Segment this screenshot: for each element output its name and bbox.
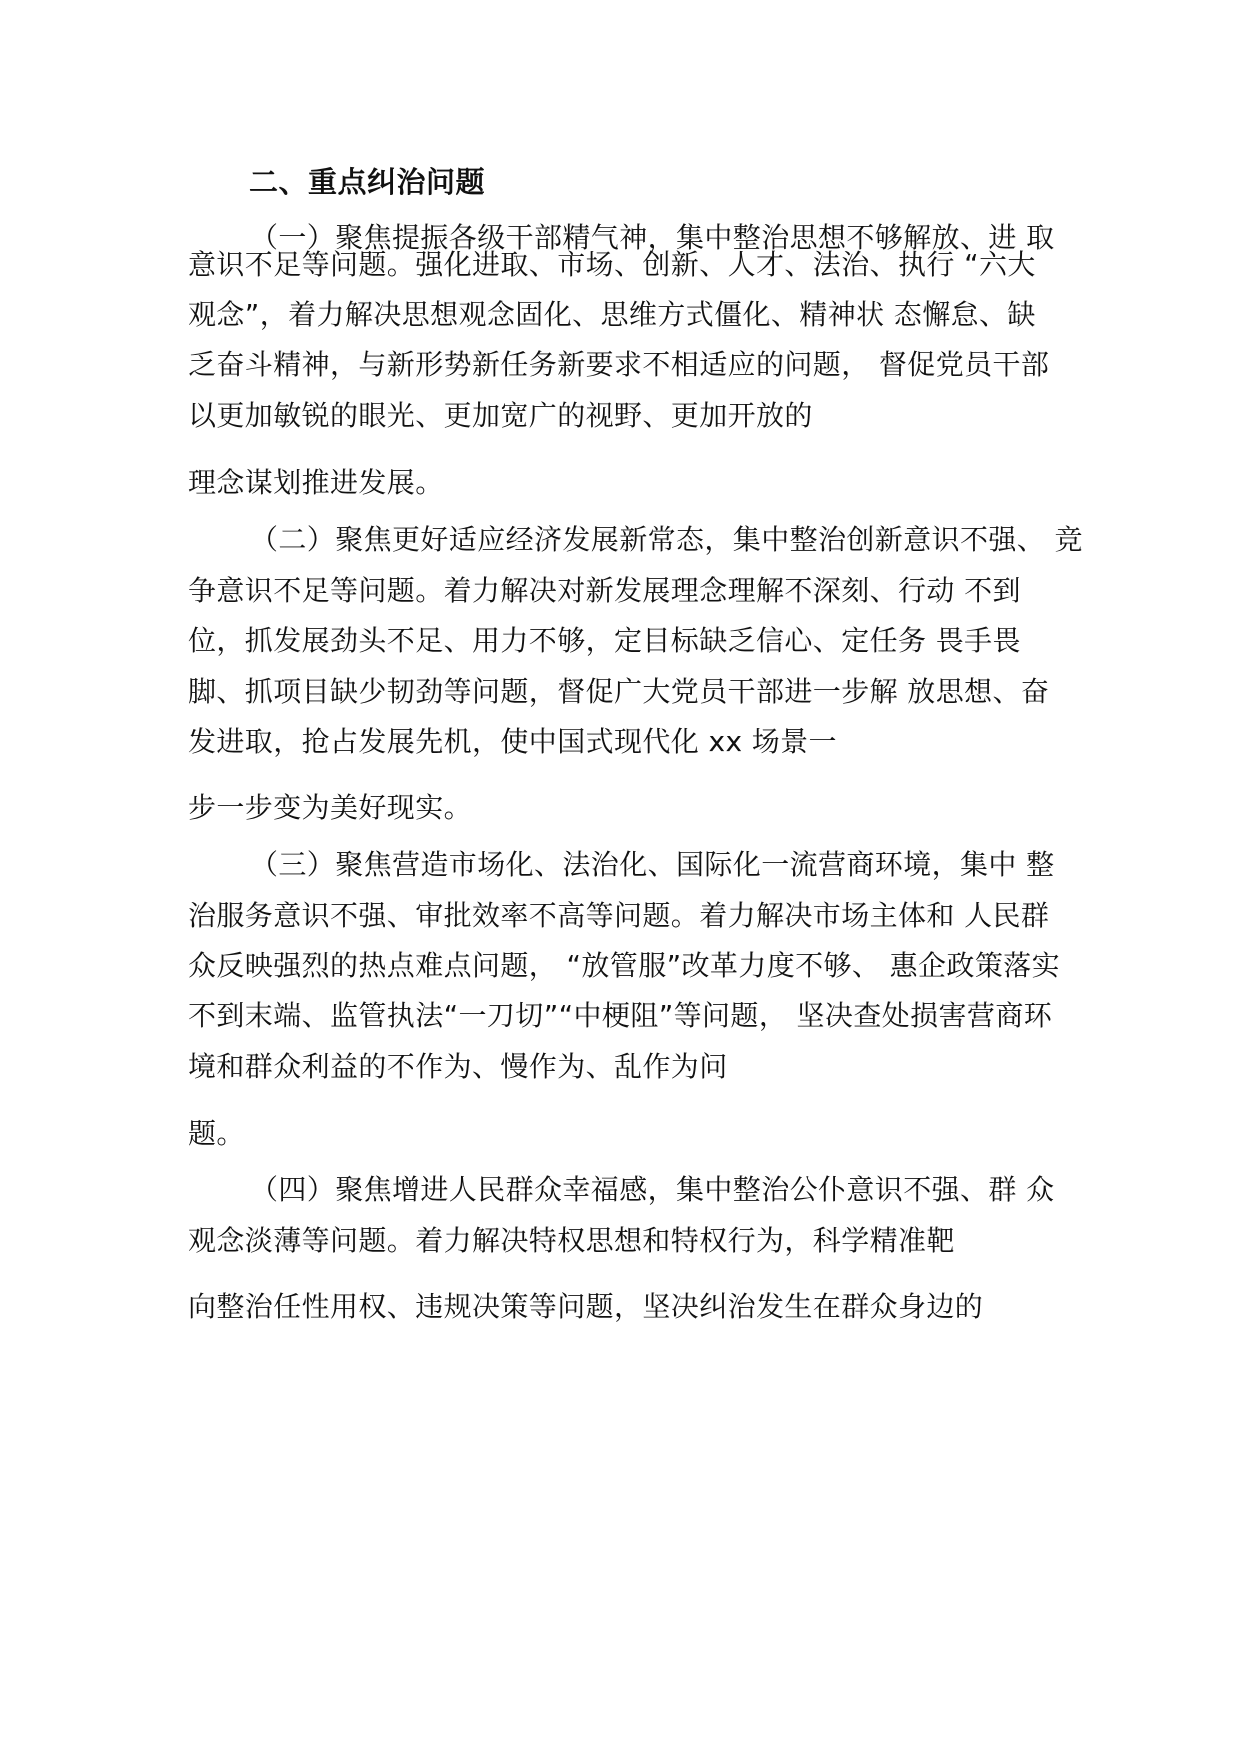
paragraph-1-line-4: 乏奋斗精神，与新形势新任务新要求不相适应的问题， 督促党员干部: [188, 348, 1050, 381]
paragraph-3-line-3: 众反映强烈的热点难点问题， “放管服”改革力度不够、 惠企政策落实: [188, 949, 1061, 982]
paragraph-1-line-3: 观念”，着力解决思想观念固化、思维方式僵化、精神状 态懈怠、缺: [188, 298, 1036, 331]
section-heading: 二、重点纠治问题: [249, 165, 486, 199]
paragraph-1-line-1: （一）聚焦提振各级干部精气神，集中整治思想不够解放、进 取: [250, 221, 1055, 254]
paragraph-1-line-5: 以更加敏锐的眼光、更加宽广的视野、更加开放的: [188, 399, 813, 432]
paragraph-3-line-4: 不到末端、监管执法“一刀切”“中梗阻”等问题， 坚决查处损害营商环: [188, 999, 1053, 1032]
paragraph-2-line-2: 争意识不足等问题。着力解决对新发展理念理解不深刻、行动 不到: [188, 574, 1021, 607]
paragraph-2-line-3: 位，抓发展劲头不足、用力不够，定目标缺乏信心、定任务 畏手畏: [188, 624, 1021, 657]
paragraph-4-line-2: 观念淡薄等问题。着力解决特权思想和特权行为，科学精准靶: [188, 1224, 955, 1257]
paragraph-3-line-6: 题。: [188, 1117, 245, 1150]
paragraph-1-line-2: 意识不足等问题。强化进取、市场、创新、人才、法治、执行 “六大: [188, 248, 1036, 281]
paragraph-2-line-5: 发进取，抢占发展先机，使中国式现代化 xx 场景一: [188, 725, 837, 758]
paragraph-3-line-1: （三）聚焦营造市场化、法治化、国际化一流营商环境，集中 整: [250, 848, 1055, 881]
paragraph-1-line-6: 理念谋划推进发展。: [188, 466, 444, 499]
paragraph-2-line-1: （二）聚焦更好适应经济发展新常态，集中整治创新意识不强、 竞: [250, 523, 1083, 556]
paragraph-3-line-5: 境和群众利益的不作为、慢作为、乱作为问: [188, 1050, 728, 1083]
paragraph-2-line-6: 步一步变为美好现实。: [188, 791, 473, 824]
paragraph-4-line-3: 向整治任性用权、违规决策等问题，坚决纠治发生在群众身边的: [188, 1290, 984, 1323]
paragraph-2-line-4: 脚、抓项目缺少韧劲等问题，督促广大党员干部进一步解 放思想、奋: [188, 675, 1050, 708]
paragraph-3-line-2: 治服务意识不强、审批效率不高等问题。着力解决市场主体和 人民群: [188, 899, 1050, 932]
paragraph-4-line-1: （四）聚焦增进人民群众幸福感，集中整治公仆意识不强、群 众: [250, 1173, 1055, 1206]
